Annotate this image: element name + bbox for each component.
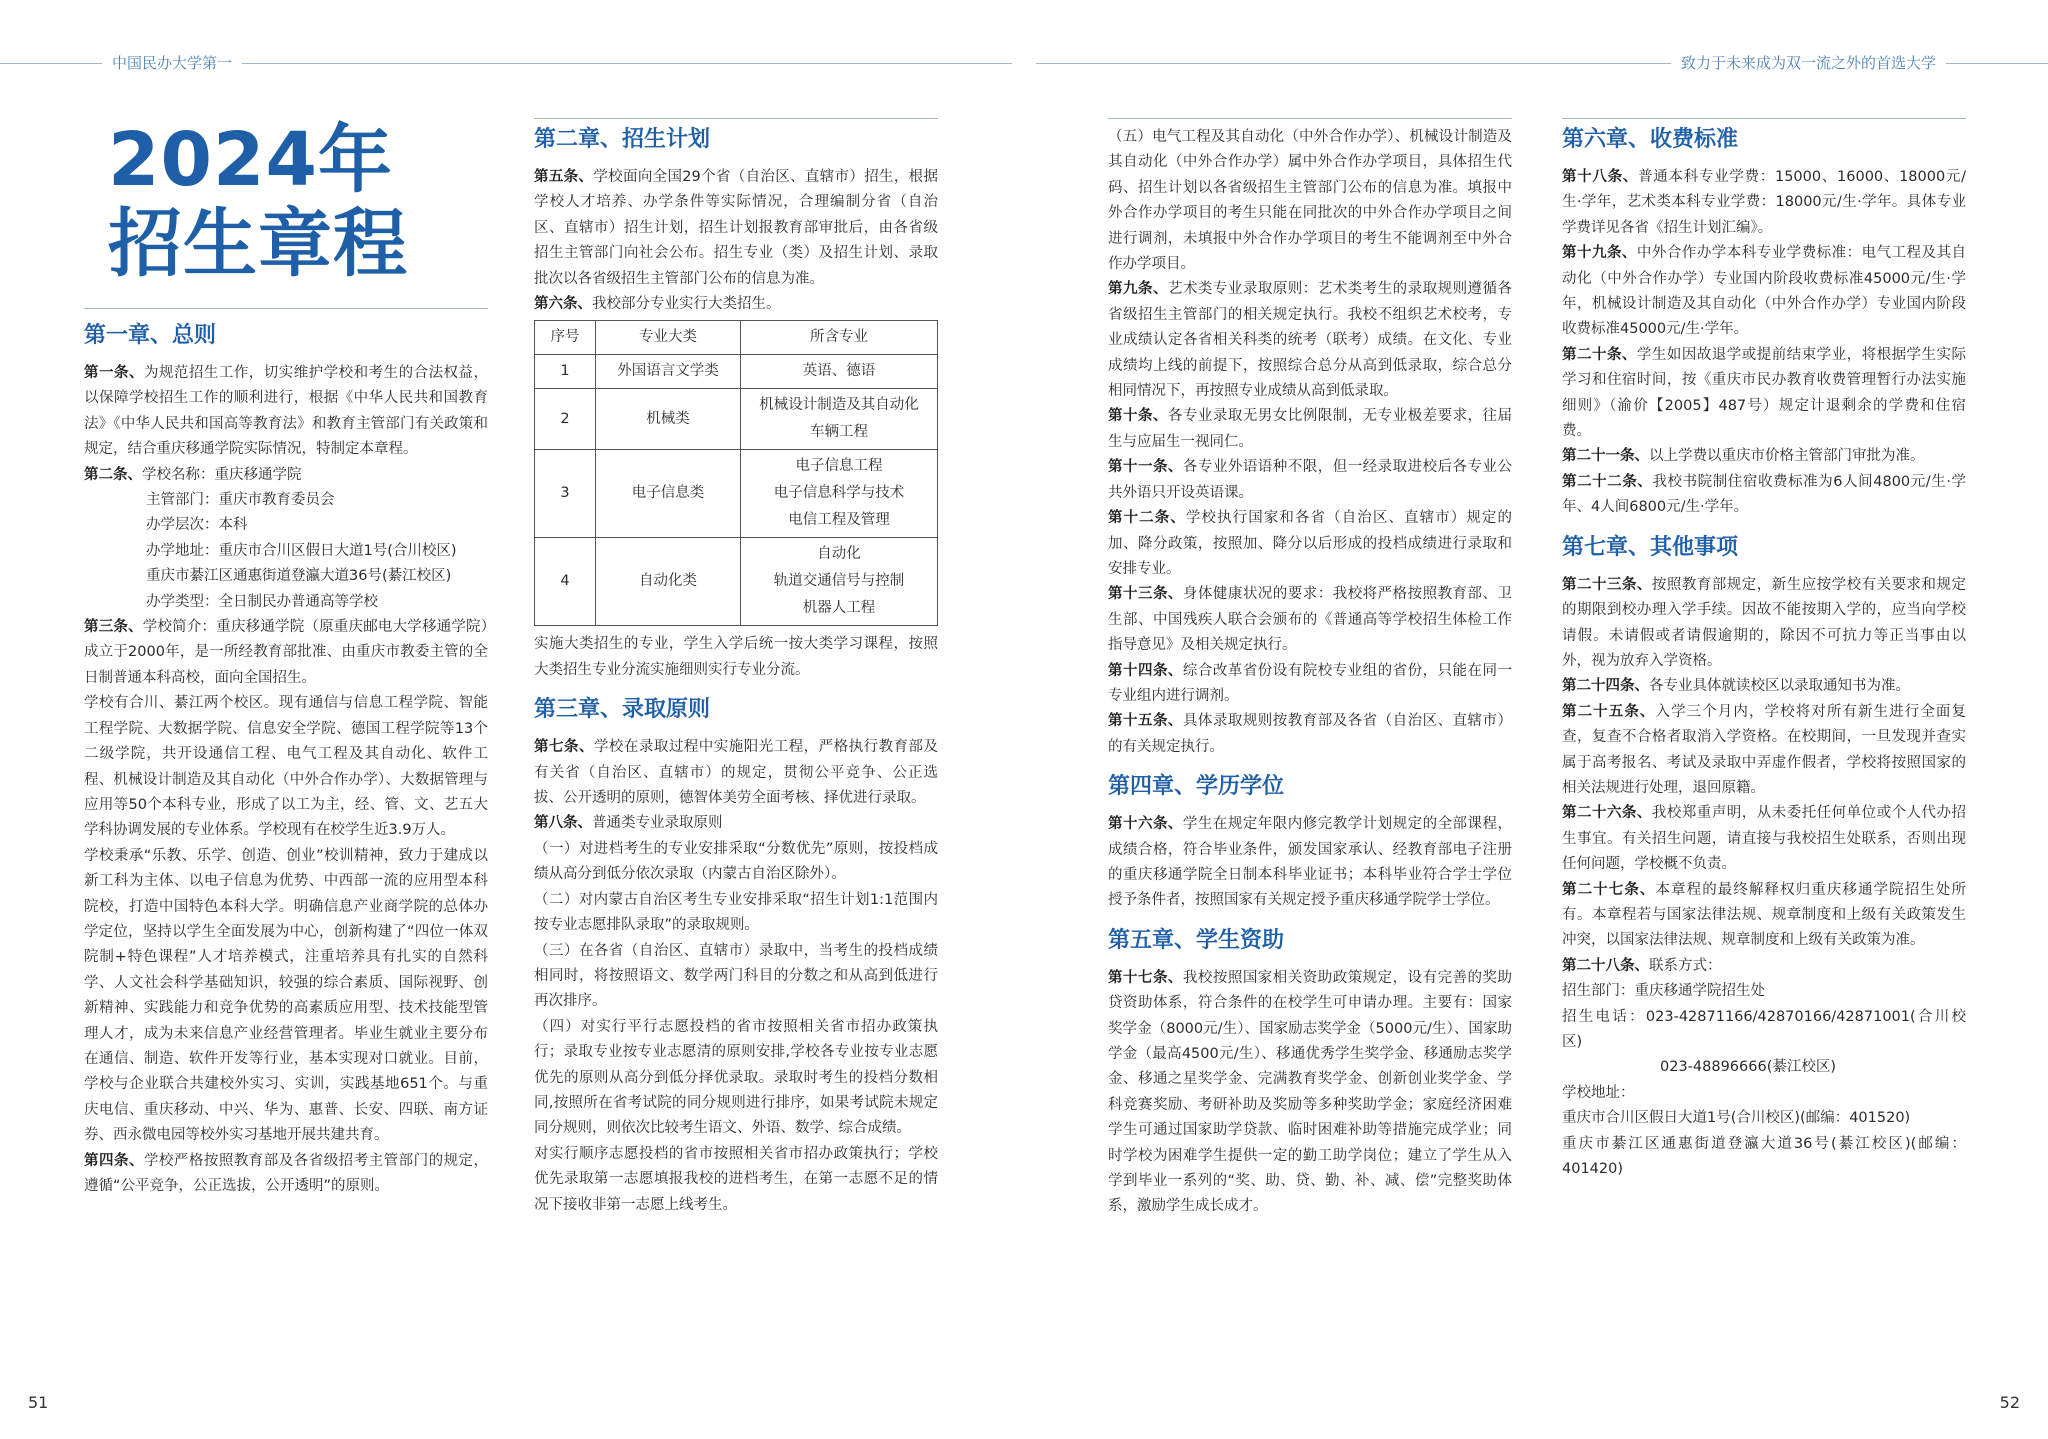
- article-3-paragraph-3: 学校秉承“乐教、乐学、创造、创业”校训精神，致力于建成以新工科为主体、以电子信息为优势、中西部一流的应用型本科院校，打造中国特色本科大学。明确信息产业商学院的总体办学定位，坚持以学生全面发展为中心，创新构建了“四位一体双院制+特色课程”人才培养模式，注重培养具有扎实的自然科学、人文社会科学基础知识，较强的综合素质、国际视野、创新精神、实践能力和竞争优势的高素质应用型、技术技能型管理人才，成为未来信息产业经营管理者。毕业生就业主要分布在通信、制造、软件开发等行业，基本实现对口就业。目前，学校与企业联合共建校外实习、实训，实践基地651个。与重庆电信、重庆移动、中兴、华为、惠普、长安、四联、南方证券、西永微电园等校外实习基地开展共建共育。: [84, 847, 488, 1144]
- table-cell: 1: [535, 355, 596, 389]
- contact-phone-1: 招生电话：023-42871166/42870166/42871001(合川校区): [1562, 1008, 1966, 1050]
- school-address-1: 办学地址：重庆市合川区假日大道1号(合川校区): [146, 542, 457, 559]
- table-row: [535, 355, 938, 389]
- table-cell: 电子信息工程 电子信息科学与技术 电信工程及管理: [741, 450, 938, 538]
- article-7: 第七条、学校在录取过程中实施阳光工程，严格执行教育部及有关省（自治区、直辖市）的规定，贯彻公平竞争、公正选拔、公开透明的原则，德智体美劳全面考核、择优进行录取。: [534, 739, 939, 807]
- article-22: 第二十二条、我校书院制住宿收费标准为6人间4800元/生·学年、4人间6800元/生·学年。: [1562, 473, 1966, 516]
- column-2: [534, 118, 938, 1218]
- table-cell: 机械设计制造及其自动化 车辆工程: [741, 389, 938, 450]
- column-4: [1562, 118, 1966, 1182]
- table-cell: 4: [535, 538, 596, 626]
- table-header: 专业大类: [596, 321, 741, 355]
- article-8-paragraph: 对实行顺序志愿投档的省市按照相关省市招办政策执行；学校优先录取第一志愿填报我校的进档考生，在第一志愿不足的情况下接收非第一志愿上线考生。: [534, 1145, 938, 1213]
- article-15: 第十五条、具体录取规则按教育部及各省（自治区、直辖市）的有关规定执行。: [1108, 713, 1513, 755]
- article-23: 第二十三条、按照教育部规定，新生应按学校有关要求和规定的期限到校办理入学手续。因故不能按期入学的，应当向学校请假。未请假或者请假逾期的，除因不可抗力等正当事由以外，视为放弃入学资格。: [1562, 576, 1967, 669]
- article-17: 第十七条、我校按照国家相关资助政策规定，设有完善的奖助贷资助体系，符合条件的在校学生可申请办理。主要有：国家奖学金（8000元/生）、国家励志奖学金（5000元/生）、国家助学金（最高4500元/生）、移通优秀学生奖学金、移通励志奖学金、移通之星奖学金、完满教育奖学金、创新创业奖学金、学科竞赛奖励、考研补助及奖励等多种奖助学金；家庭经济困难学生可通过国家助学贷款、临时困难补助等措施完成学业；同时学校为困难学生提供一定的勤工助学岗位；建立了学生从入学到毕业一系列的“奖、助、贷、勤、补、减、偿”完整奖助体系，激励学生成长成才。: [1108, 969, 1513, 1215]
- chapter-3-heading: 第三章、录取原则: [534, 697, 711, 723]
- article-18: 第十八条、普通本科专业学费：15000、16000、18000元/生·学年，艺术类本科专业学费：18000元/生·学年。具体专业学费详见各省《招生计划汇编》。: [1562, 169, 1967, 236]
- table-cell: 自动化 轨道交通信号与控制 机器人工程: [741, 538, 938, 626]
- table-note: 实施大类招生的专业，学生入学后统一按大类学习课程，按照大类招生专业分流实施细则实行专业分流。: [534, 636, 938, 678]
- article-8-item-1: （一）对进档考生的专业安排采取“分数优先”原则，按投档成绩从高分到低分依次录取（内蒙古自治区除外）。: [534, 840, 938, 883]
- article-5: 第五条、学校面向全国29个省（自治区、直辖市）招生，根据学校人才培养、办学条件等实际情况，合理编制分省（自治区、直辖市）招生计划，招生计划报教育部审批后，由各省级招生主管部门向社会公布。招生专业（类）及招生计划、录取批次以各省级招生主管部门公布的信息为准。: [534, 169, 939, 287]
- table-cell: 3: [535, 450, 596, 538]
- article-6: 第六条、我校部分专业实行大类招生。: [534, 296, 781, 313]
- contact-dept: 招生部门：重庆移通学院招生处: [1562, 983, 1765, 1000]
- table-cell: 自动化类: [596, 538, 741, 626]
- table-cell: 电子信息类: [596, 450, 741, 538]
- chapter-6-heading: 第六章、收费标准: [1562, 127, 1739, 152]
- article-8-item-4: （四）对实行平行志愿投档的省市按照相关省市招办政策执行；录取专业按专业志愿清的原则安排,学校各专业按专业志愿优先的原则从高分到低分择优录取。录取时考生的投档分数相同,按照所在省考试院的同分规则进行排序，如果考试院未规定同分规则，则依次比较考生语文、外语、数学、综合成绩。: [534, 1018, 938, 1137]
- header-left-text: 中国民办大学第一: [102, 52, 242, 74]
- article-9: 第九条、艺术类专业录取原则：艺术类考生的录取规则遵循各省级招生主管部门的相关规定执行。我校不组织艺术校考，专业成绩认定各省相关科类的统考（联考）成绩。在文化、专业成绩均上线的前提下，按照综合总分从高到低录取，综合总分相同情况下，再按照专业成绩从高到低录取。: [1108, 281, 1513, 400]
- article-25: 第二十五条、入学三个月内，学校将对所有新生进行全面复查，复查不合格者取消入学资格。在校期间，一旦发现并查实属于高考报名、考试及录取中弄虚作假者，学校将按照国家的相关法规进行处理，退回原籍。: [1562, 703, 1967, 796]
- chapter-4-heading: 第四章、学历学位: [1108, 774, 1285, 800]
- article-24: 第二十四条、各专业具体就读校区以录取通知书为准。: [1562, 678, 1910, 695]
- contact-address-2: 重庆市綦江区通惠街道登瀛大道36号(綦江校区)(邮编：401420): [1562, 1135, 1966, 1178]
- major-category-table: [534, 320, 938, 626]
- article-8: 第八条、普通类专业录取原则: [534, 815, 723, 832]
- column-1: [84, 118, 488, 1199]
- article-8-item-3: （三）在各省（自治区、直辖市）录取中，当考生的投档成绩相同时，将按照语文、数学两门科目的分数之和从高到低进行再次排序。: [534, 942, 938, 1010]
- table-cell: 英语、德语: [741, 355, 938, 389]
- page-number-left: 51: [28, 1393, 49, 1412]
- article-8-item-2: （二）对内蒙古自治区考生专业安排采取“招生计划1:1范围内按专业志愿排队录取”的录取规则。: [534, 891, 938, 934]
- article-21: 第二十一条、以上学费以重庆市价格主管部门审批为准。: [1562, 448, 1925, 465]
- title-year: 2024年: [108, 117, 393, 203]
- article-1: 第一条、为规范招生工作，切实维护学校和考生的合法权益，以保障学校招生工作的顺利进行，根据《中华人民共和国教育法》《中华人民共和国高等教育法》和教育主管部门有关政策和规定，结合重庆移通学院实际情况，特制定本章程。: [84, 365, 489, 458]
- chapter-5-heading: 第五章、学生资助: [1108, 927, 1285, 953]
- contact-address-1: 重庆市合川区假日大道1号(合川校区)(邮编：401520): [1562, 1110, 1911, 1127]
- article-13: 第十三条、身体健康状况的要求：我校将严格按照教育部、卫生部、中国残疾人联合会颁布的《普通高等学校招生体检工作指导意见》及相关规定执行。: [1108, 586, 1513, 654]
- table-cell: 外国语言文学类: [596, 355, 741, 389]
- page-title: [108, 118, 488, 286]
- header-right-text: 致力于未来成为双一流之外的首选大学: [1671, 52, 1946, 74]
- article-4: 第四条、学校严格按照教育部及各省级招考主管部门的规定，遵循“公平竞争，公正选拔，公开透明”的原则。: [84, 1152, 489, 1194]
- school-type: 办学类型：全日制民办普通高等学校: [146, 593, 378, 610]
- article-27: 第二十七条、本章程的最终解释权归重庆移通学院招生处所有。本章程若与国家法律法规、规章制度和上级有关政策发生冲突，以国家法律法规、规章制度和上级有关政策为准。: [1562, 881, 1967, 949]
- table-row: [535, 538, 938, 626]
- chapter-7-heading: 第七章、其他事项: [1562, 534, 1739, 560]
- school-address-2: 重庆市綦江区通惠街道登瀛大道36号(綦江校区): [146, 568, 452, 585]
- table-header: 序号: [535, 321, 596, 355]
- article-28: 第二十八条、联系方式：: [1562, 957, 1722, 974]
- article-3-paragraph-2: 学校有合川、綦江两个校区。现有通信与信息工程学院、智能工程学院、大数据学院、信息安全学院、德国工程学院等13个二级学院，共开设通信工程、电气工程及其自动化、软件工程、机械设计制造及其自动化（中外合作办学）、大数据管理与应用等50个本科专业，形成了以工为主，经、管、文、艺五大学科协调发展的专业体系。学校现有在校学生近3.9万人。: [84, 695, 488, 839]
- article-16: 第十六条、学生在规定年限内修完教学计划规定的全部课程，成绩合格，符合毕业条件，颁发国家承认、经教育部电子注册的重庆移通学院全日制本科毕业证书；本科毕业符合学士学位授予条件者，按照国家有关规定授予重庆移通学院学士学位。: [1108, 816, 1513, 909]
- article-12: 第十二条、学校执行国家和各省（自治区、直辖市）规定的加、降分政策，按照加、降分以后形成的投档成绩进行录取和安排专业。: [1108, 510, 1513, 577]
- article-20: 第二十条、学生如因故退学或提前结束学业，将根据学生实际学习和住宿时间，按《重庆市民办教育收费管理暂行办法实施细则》（渝价【2005】487号）规定计退剩余的学费和住宿费。: [1562, 346, 1967, 440]
- table-cell: 2: [535, 389, 596, 450]
- table-header: 所含专业: [741, 321, 938, 355]
- article-14: 第十四条、综合改革省份设有院校专业组的省份，只能在同一专业组内进行调剂。: [1108, 662, 1513, 704]
- title-main: 招生章程: [108, 201, 408, 287]
- article-11: 第十一条、各专业外语语种不限，但一经录取进校后各专业公共外语只开设英语课。: [1108, 459, 1513, 501]
- table-cell: 机械类: [596, 389, 741, 450]
- chapter-2-heading: 第二章、招生计划: [534, 127, 711, 152]
- article-26: 第二十六条、我校郑重声明，从未委托任何单位或个人代办招生事宜。有关招生问题，请直接与我校招生处联系，否则出现任何问题，学校概不负责。: [1562, 805, 1967, 873]
- table-header-row: [535, 321, 938, 355]
- page-number-right: 52: [1999, 1393, 2020, 1412]
- article-10: 第十条、各专业录取无男女比例限制，无专业极差要求，往届生与应届生一视同仁。: [1108, 408, 1513, 450]
- article-8-item-5: （五）电气工程及其自动化（中外合作办学）、机械设计制造及其自动化（中外合作办学）属中外合作办学项目，具体招生代码、招生计划以各省级招生主管部门公布的信息为准。填报中外合作办学项目的考生只能在同批次的中外合作办学项目之间进行调剂，未填报中外合作办学项目的考生不能调剂至中外合作办学项目。: [1108, 129, 1512, 273]
- article-2: 第二条、学校名称：重庆移通学院: [84, 466, 302, 483]
- school-dept: 主管部门：重庆市教育委员会: [146, 492, 335, 509]
- table-row: [535, 450, 938, 538]
- article-19: 第十九条、中外合作办学本科专业学费标准：电气工程及其自动化（中外合作办学）专业国内阶段收费标准45000元/生·学年，机械设计制造及其自动化（中外合作办学）专业国内阶段收费标准45000元/生·学年。: [1562, 245, 1967, 338]
- article-3: 第三条、学校简介：重庆移通学院（原重庆邮电大学移通学院）成立于2000年，是一所经教育部批准、由重庆市教委主管的全日制普通本科高校，面向全国招生。: [84, 619, 489, 686]
- contact-phone-2: 023-48896666(綦江校区): [1660, 1059, 1837, 1076]
- school-level: 办学层次：本科: [146, 517, 248, 534]
- column-3: [1108, 118, 1512, 1220]
- chapter-1-heading: 第一章、总则: [84, 308, 488, 351]
- contact-address-label: 学校地址：: [1562, 1084, 1635, 1101]
- table-row: [535, 389, 938, 450]
